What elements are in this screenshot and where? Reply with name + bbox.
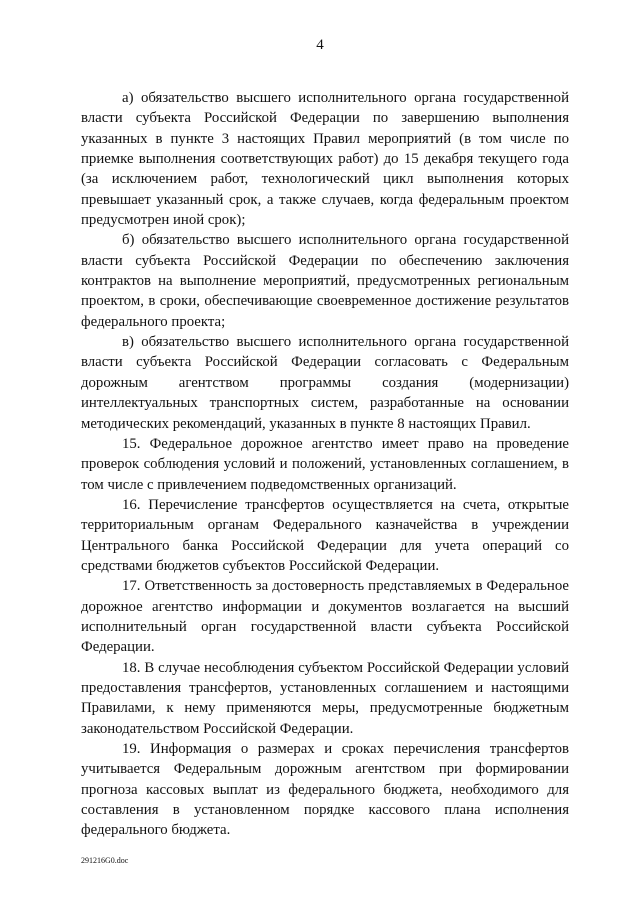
paragraph-item-v: в) обязательство высшего исполнительного органа государственной власти субъекта Российской Федерации согласовать с Федеральным дорожным агентством программы создания (модернизации) интеллектуальных транспортных систем, разработанные на основании методических рекомендаций, указанных в пункте 8 настоящих Правил. (81, 334, 569, 432)
paragraph-clause-15: 15. Федеральное дорожное агентство имеет право на проведение проверок соблюдения условий и положений, установленных соглашением, в том числе с привлечением подведомственных организаций. (81, 435, 569, 493)
paragraph-item-a: а) обязательство высшего исполнительного органа государственной власти субъекта Российской Федерации по завершению выполнения указанных в пункте 3 настоящих Правил мероприятий (в том числе по приемке выполнения соответствующих работ) до 15 декабря текущего года (за исключением работ, технологический цикл выполнения которых превышает указанный срок, а также случаев, когда федеральным проектом предусмотрен иной срок); (81, 90, 569, 229)
paragraph-clause-17: 17. Ответственность за достоверность представляемых в Федеральное дорожное агентство информации и документов возлагается на высший исполнительный орган государственной власти субъекта Российской Федерации. (81, 578, 569, 656)
document-body (81, 88, 569, 841)
paragraph-item-b: б) обязательство высшего исполнительного органа государственной власти субъекта Российской Федерации по обеспечению заключения контрактов на выполнение мероприятий, предусмотренных региональным проектом, в сроки, обеспечивающие своевременное достижение результатов федерального проекта; (81, 232, 569, 330)
footer-file-name: 291216G0.doc (81, 856, 129, 865)
paragraph-clause-18: 18. В случае несоблюдения субъектом Российской Федерации условий предоставления трансфертов, установленных соглашением и настоящими Правилами, к нему применяются меры, предусмотренные бюджетным законодательством Российской Федерации. (81, 659, 569, 737)
page-number: 4 (316, 37, 324, 53)
paragraph-clause-16: 16. Перечисление трансфертов осуществляется на счета, открытые территориальным органам Федерального казначейства в учреждении Центрального банка Российской Федерации для учета операций со средствами бюджетов субъектов Российской Федерации. (81, 496, 569, 574)
paragraph-clause-19: 19. Информация о размерах и сроках перечисления трансфертов учитывается Федеральным дорожным агентством при формировании прогноза кассовых выплат из федерального бюджета, необходимого для составления в установленном порядке кассового плана исполнения федерального бюджета. (81, 741, 569, 839)
